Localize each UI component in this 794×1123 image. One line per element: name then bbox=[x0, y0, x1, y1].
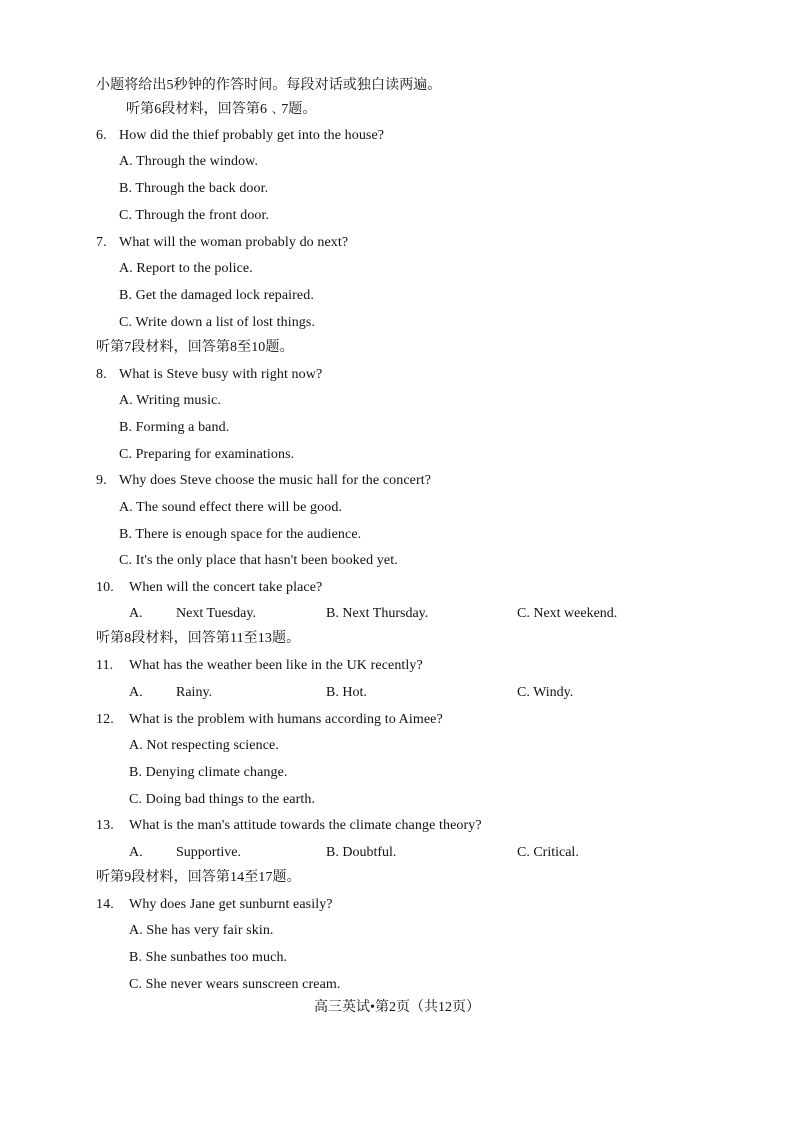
question-10 bbox=[96, 578, 322, 598]
q11-option-b: B. Hot. bbox=[326, 685, 367, 700]
question-number: 10. bbox=[96, 580, 114, 595]
section-9-heading: 听第9段材料，回答第14至17题。 bbox=[96, 870, 301, 885]
question-text: How did the thief probably get into the house? bbox=[119, 128, 385, 143]
question-text: What will the woman probably do next? bbox=[119, 235, 349, 250]
q8-option-b: B. Forming a band. bbox=[119, 420, 230, 435]
q8-option-c: C. Preparing for examinations. bbox=[119, 447, 295, 462]
question-6 bbox=[96, 126, 384, 146]
question-number: 11. bbox=[96, 658, 114, 673]
q9-option-a: A. The sound effect there will be good. bbox=[119, 500, 343, 515]
q8-option-a: A. Writing music. bbox=[119, 393, 221, 408]
question-text: What has the weather been like in the UK recently? bbox=[129, 658, 423, 673]
q10-option-a: Next Tuesday. bbox=[176, 606, 256, 621]
q13-option-b: B. Doubtful. bbox=[326, 845, 397, 860]
q12-option-c: C. Doing bad things to the earth. bbox=[129, 792, 316, 807]
question-9 bbox=[96, 471, 431, 491]
question-text: What is Steve busy with right now? bbox=[119, 367, 323, 382]
q11-option-c: C. Windy. bbox=[517, 685, 574, 700]
question-number: 14. bbox=[96, 897, 114, 912]
q13-option-a-label: A. bbox=[129, 845, 143, 860]
section-7-heading: 听第7段材料，回答第8至10题。 bbox=[96, 340, 294, 355]
section-8-heading: 听第8段材料，回答第11至13题。 bbox=[96, 631, 301, 646]
q13-option-c: C. Critical. bbox=[517, 845, 579, 860]
q13-option-a: Supportive. bbox=[176, 845, 241, 860]
q14-option-a: A. She has very fair skin. bbox=[129, 923, 274, 938]
question-number: 9. bbox=[96, 473, 107, 488]
q9-option-c: C. It's the only place that hasn't been booked yet. bbox=[119, 553, 398, 568]
q6-option-b: B. Through the back door. bbox=[119, 181, 269, 196]
page-footer: 高三英试•第2页（共12页） bbox=[314, 1000, 480, 1015]
q11-option-a: Rainy. bbox=[176, 685, 213, 700]
intro-line: 小题将给出5秒钟的作答时间。每段对话或独白读两遍。 bbox=[96, 78, 442, 93]
question-11 bbox=[96, 656, 423, 676]
q12-option-a: A. Not respecting science. bbox=[129, 738, 279, 753]
section-6-heading: 听第6段材料，回答第6﹑7题。 bbox=[126, 102, 317, 117]
question-number: 8. bbox=[96, 367, 107, 382]
question-7 bbox=[96, 233, 348, 253]
q11-option-a-label: A. bbox=[129, 685, 143, 700]
q7-option-a: A. Report to the police. bbox=[119, 261, 253, 276]
question-8 bbox=[96, 365, 322, 385]
question-14 bbox=[96, 895, 333, 915]
q10-option-a-label: A. bbox=[129, 606, 143, 621]
q6-option-a: A. Through the window. bbox=[119, 154, 259, 169]
question-text: What is the man's attitude towards the climate change theory? bbox=[129, 818, 482, 833]
question-number: 7. bbox=[96, 235, 107, 250]
question-12 bbox=[96, 710, 443, 730]
question-number: 12. bbox=[96, 712, 114, 727]
question-text: Why does Jane get sunburnt easily? bbox=[129, 897, 333, 912]
question-13 bbox=[96, 816, 482, 836]
q7-option-b: B. Get the damaged lock repaired. bbox=[119, 288, 314, 303]
q12-option-b: B. Denying climate change. bbox=[129, 765, 288, 780]
question-text: What is the problem with humans according to Aimee? bbox=[129, 712, 443, 727]
q6-option-c: C. Through the front door. bbox=[119, 208, 270, 223]
question-number: 13. bbox=[96, 818, 114, 833]
question-number: 6. bbox=[96, 128, 107, 143]
q14-option-c: C. She never wears sunscreen cream. bbox=[129, 977, 341, 992]
q9-option-b: B. There is enough space for the audience. bbox=[119, 527, 362, 542]
q10-option-c: C. Next weekend. bbox=[517, 606, 618, 621]
question-text: Why does Steve choose the music hall for the concert? bbox=[119, 473, 432, 488]
question-text: When will the concert take place? bbox=[129, 580, 323, 595]
q7-option-c: C. Write down a list of lost things. bbox=[119, 315, 316, 330]
q10-option-b: B. Next Thursday. bbox=[326, 606, 429, 621]
q14-option-b: B. She sunbathes too much. bbox=[129, 950, 288, 965]
